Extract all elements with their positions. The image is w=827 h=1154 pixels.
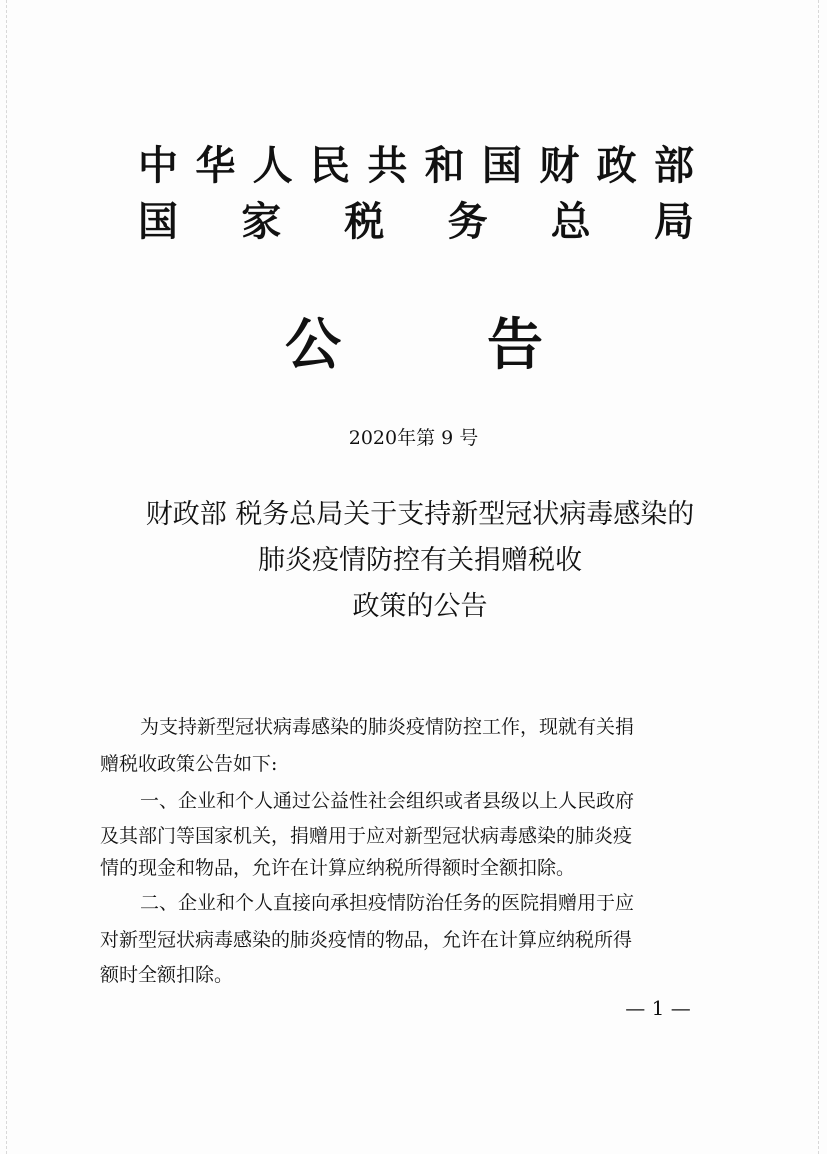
body-text-line: 对新型冠状病毒感染的肺炎疫情的物品，允许在计算应纳税所得 — [100, 929, 633, 951]
issuer-char: 民 — [309, 143, 350, 189]
document-title-line: 政策的公告 — [352, 591, 488, 622]
body-text-line: 及其部门等国家机关，捐赠用于应对新型冠状病毒感染的肺炎疫 — [100, 825, 633, 847]
scan-edge-right — [818, 0, 819, 1154]
issuer-char: 国 — [481, 143, 522, 189]
issuer-char: 务 — [447, 199, 488, 245]
notice-title-char: 告 — [487, 313, 543, 378]
issuer-char: 家 — [241, 199, 282, 245]
issuer-line-tax-administration — [138, 198, 694, 246]
issuer-char: 和 — [424, 143, 465, 189]
body-text-line: 一、企业和个人通过公益性社会组织或者县级以上人民政府 — [140, 790, 635, 812]
document-number: 2020年第 9 号 — [348, 427, 479, 449]
document-title-line: 财政部 税务总局关于支持新型冠状病毒感染的 — [145, 499, 695, 530]
document-title-line: 肺炎疫情防控有关捐赠税收 — [258, 545, 582, 576]
issuer-line-ministry-of-finance — [138, 142, 694, 190]
page-number: — 1 — — [625, 996, 691, 1020]
issuer-char: 财 — [539, 143, 580, 189]
body-text-line: 二、企业和个人直接向承担疫情防治任务的医院捐赠用于应 — [140, 892, 635, 914]
body-text-line: 额时全额扣除。 — [100, 964, 234, 986]
notice-title-char: 公 — [285, 313, 341, 378]
issuer-char: 税 — [344, 199, 385, 245]
issuer-char: 共 — [367, 143, 408, 189]
issuer-char: 局 — [653, 199, 694, 245]
issuer-char: 华 — [195, 143, 236, 189]
issuer-char: 中 — [138, 143, 178, 189]
issuer-char: 国 — [138, 199, 178, 245]
notice-title — [285, 314, 543, 378]
body-text-line: 情的现金和物品，允许在计算应纳税所得额时全额扣除。 — [100, 857, 576, 879]
body-text-line: 赠税收政策公告如下: — [100, 753, 278, 775]
body-text-line: 为支持新型冠状病毒感染的肺炎疫情防控工作，现就有关捐 — [140, 716, 635, 738]
issuer-char: 人 — [252, 143, 293, 189]
issuer-char: 总 — [550, 199, 591, 245]
scan-edge-left — [6, 0, 7, 1154]
issuer-char: 政 — [596, 143, 637, 189]
issuer-char: 部 — [653, 143, 694, 189]
